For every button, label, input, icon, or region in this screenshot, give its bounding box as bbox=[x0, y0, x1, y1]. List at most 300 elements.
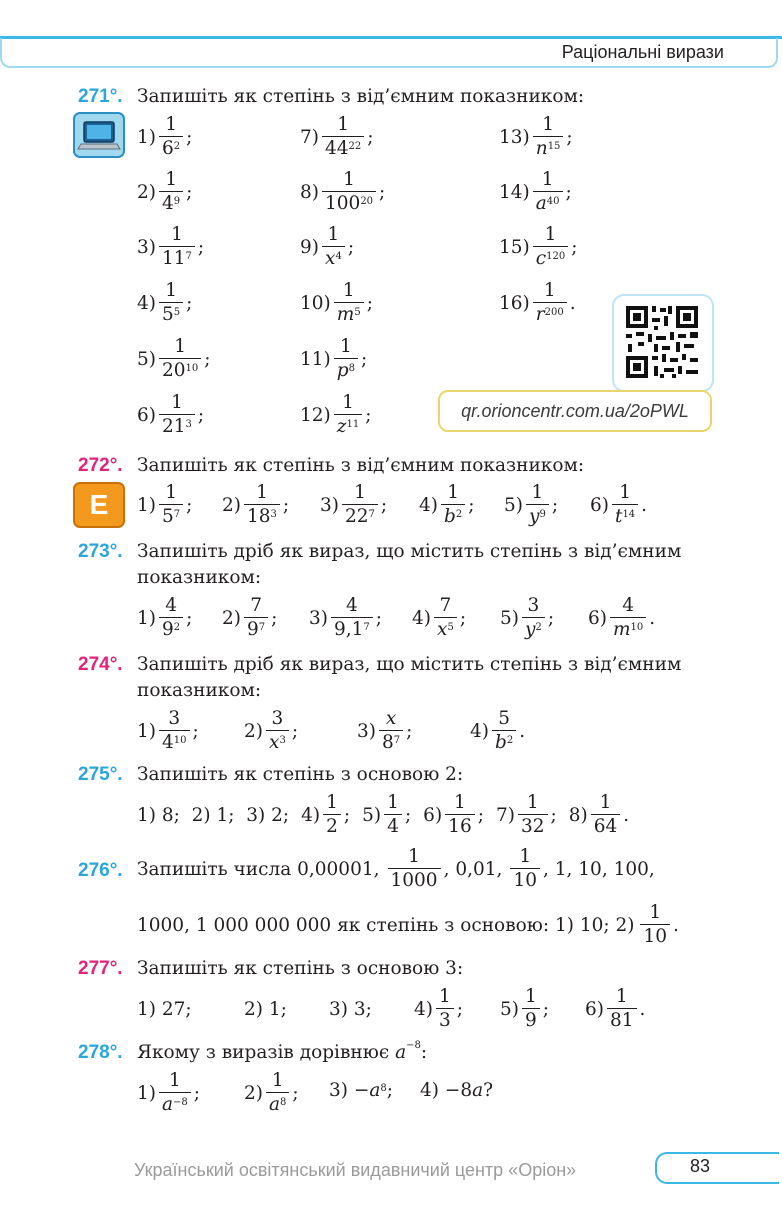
base: 5 bbox=[162, 304, 174, 325]
exercise-number: 272°. bbox=[78, 455, 123, 476]
base: 4 bbox=[162, 732, 174, 753]
numerator: 3 bbox=[527, 595, 540, 616]
denominator: 16 bbox=[445, 814, 475, 839]
exponent: 2 bbox=[173, 622, 181, 633]
item-label: 4) bbox=[419, 495, 438, 516]
ex276-text-line2: 1000, 1 000 000 000 як степінь з основою: 1) 10; 2) bbox=[137, 915, 635, 936]
exponent: 7 bbox=[258, 622, 266, 633]
numerator: 1 bbox=[165, 169, 177, 190]
base: b bbox=[495, 732, 507, 753]
denominator bbox=[441, 504, 465, 529]
denominator bbox=[522, 617, 545, 642]
exponent: 22 bbox=[348, 141, 362, 152]
exercise-item bbox=[412, 595, 466, 642]
item-label: 9) bbox=[300, 237, 319, 258]
exercise-number: 274°. bbox=[78, 654, 123, 675]
fraction bbox=[441, 482, 465, 529]
item-label: 3) bbox=[137, 237, 156, 258]
base: z bbox=[336, 416, 347, 437]
base: 100 bbox=[325, 193, 361, 214]
base: 44 bbox=[325, 138, 349, 159]
base: 22 bbox=[345, 506, 369, 527]
numerator: 1 bbox=[165, 482, 177, 503]
base: 11 bbox=[162, 248, 186, 269]
exercise-item bbox=[137, 280, 192, 327]
denominator bbox=[159, 504, 183, 529]
numerator: 1 bbox=[454, 792, 466, 813]
exercise-item bbox=[244, 708, 298, 755]
exponent: 20 bbox=[360, 196, 374, 207]
fraction bbox=[522, 986, 540, 1033]
exponent: 7 bbox=[368, 509, 375, 520]
numerator: 1 bbox=[542, 114, 554, 135]
denominator bbox=[533, 302, 567, 327]
exponent: 11 bbox=[346, 419, 360, 430]
numerator: 3 bbox=[271, 708, 284, 729]
fraction bbox=[610, 595, 646, 642]
base: c bbox=[535, 248, 547, 269]
punct: ; bbox=[566, 127, 573, 148]
item-label: 3) bbox=[320, 495, 339, 516]
numerator: 1 bbox=[447, 482, 459, 503]
exponent: 10 bbox=[630, 622, 644, 633]
fraction bbox=[244, 595, 268, 642]
denominator bbox=[159, 191, 183, 216]
numerator: 1 bbox=[526, 792, 539, 813]
fraction bbox=[522, 595, 545, 642]
base: x bbox=[437, 619, 448, 640]
punct: ; bbox=[186, 293, 193, 314]
numerator: 1 bbox=[531, 482, 544, 503]
fraction bbox=[436, 986, 454, 1033]
punct: ; bbox=[343, 805, 351, 826]
punct: ; bbox=[292, 1083, 299, 1104]
exercise-item bbox=[499, 114, 573, 161]
punct: ; bbox=[456, 999, 464, 1020]
punct: ; bbox=[375, 608, 383, 629]
item-label: 4) bbox=[137, 293, 156, 314]
fraction bbox=[518, 792, 548, 839]
publisher-footer: Український освітянський видавничий центр «Оріон» bbox=[134, 1160, 577, 1180]
denominator bbox=[266, 730, 289, 755]
exercise-item bbox=[500, 986, 549, 1033]
qr-code-icon bbox=[614, 296, 712, 390]
base: 18 bbox=[247, 506, 271, 527]
exercise-item bbox=[300, 280, 373, 327]
numerator: 1 bbox=[337, 114, 350, 135]
exercise-item bbox=[300, 336, 367, 383]
punct: ; bbox=[477, 805, 484, 826]
denominator bbox=[159, 617, 183, 642]
exercise-text-cont: показником: bbox=[137, 567, 262, 588]
item-label: 3) − bbox=[329, 1080, 370, 1101]
punct: ; bbox=[550, 805, 557, 826]
fraction: $\frac{1}{1000}$ bbox=[388, 846, 441, 893]
fraction bbox=[159, 280, 183, 327]
denominator: 3 bbox=[436, 1008, 454, 1033]
punct: ? bbox=[483, 1080, 494, 1101]
exercise-number: 278°. bbox=[78, 1042, 123, 1063]
base: 8 bbox=[382, 732, 394, 753]
punct: : bbox=[420, 1042, 428, 1063]
exercise-text-cont: показником: bbox=[137, 680, 262, 701]
numerator: 1 bbox=[342, 392, 354, 413]
numerator: 1 bbox=[171, 392, 183, 413]
numerator: 1 bbox=[327, 224, 340, 245]
qr-link[interactable]: qr.orioncentr.com.ua/2oPWL bbox=[438, 390, 712, 432]
ex278-base: a bbox=[395, 1042, 407, 1063]
punct: ; bbox=[291, 721, 299, 742]
item-label: 6) bbox=[585, 999, 604, 1020]
exponent: 2 bbox=[455, 509, 463, 520]
exercise-item bbox=[362, 792, 411, 839]
numerator: 1 bbox=[525, 986, 537, 1007]
exercise-number: 273°. bbox=[78, 541, 123, 562]
item-label: 1) bbox=[137, 127, 156, 148]
exercise-text: Запишіть дріб як вираз, що містить степінь з від’ємним bbox=[137, 541, 682, 562]
ex278-item-4 bbox=[420, 1080, 493, 1101]
base: m bbox=[613, 619, 631, 640]
numerator: 4 bbox=[622, 595, 635, 616]
fraction bbox=[492, 708, 516, 755]
fraction bbox=[322, 114, 364, 161]
base: 4 bbox=[162, 193, 174, 214]
exercise-item bbox=[222, 482, 289, 529]
punct: . bbox=[569, 293, 576, 314]
item-label: 16) bbox=[499, 293, 530, 314]
base: x bbox=[269, 732, 280, 753]
exercise-item bbox=[414, 986, 463, 1033]
item-label: 2) bbox=[244, 1083, 263, 1104]
punct: ; bbox=[186, 182, 193, 203]
exercise-item bbox=[423, 792, 484, 839]
exercise-item bbox=[300, 392, 371, 439]
denominator bbox=[526, 504, 549, 529]
denominator bbox=[334, 358, 358, 383]
fraction bbox=[379, 708, 403, 755]
punct: ; bbox=[186, 127, 193, 148]
base: 6 bbox=[162, 138, 174, 159]
item-label: 7) bbox=[495, 805, 515, 826]
numerator: 5 bbox=[498, 708, 510, 729]
ex275-line bbox=[137, 792, 629, 839]
fraction bbox=[331, 595, 373, 642]
item-label: 4) −8 bbox=[420, 1080, 473, 1101]
fraction bbox=[526, 482, 549, 529]
base: 9 bbox=[247, 619, 259, 640]
numerator: 1 bbox=[541, 169, 554, 190]
punct: . bbox=[673, 915, 679, 936]
denominator bbox=[610, 617, 646, 642]
denominator bbox=[533, 246, 568, 271]
numerator: 1 bbox=[544, 224, 557, 245]
exercise-item bbox=[300, 224, 354, 271]
denominator bbox=[322, 246, 345, 271]
base: n bbox=[535, 138, 548, 159]
numerator: 1 bbox=[343, 169, 355, 190]
exponent: 3 bbox=[270, 509, 277, 520]
exercise-item bbox=[137, 595, 192, 642]
punct: ; bbox=[571, 237, 578, 258]
item-label: 6) bbox=[590, 495, 609, 516]
item-label: 10) bbox=[300, 293, 331, 314]
punct: ; bbox=[547, 608, 555, 629]
e-letter: E bbox=[89, 489, 109, 520]
fraction bbox=[334, 392, 362, 439]
exponent: 7 bbox=[363, 622, 370, 633]
exponent: 5 bbox=[354, 307, 361, 318]
item-label: 1) bbox=[137, 608, 156, 629]
item-label: 2) bbox=[137, 182, 156, 203]
fraction bbox=[159, 336, 201, 383]
punct: ; bbox=[459, 608, 467, 629]
punct: ; bbox=[542, 999, 550, 1020]
exercise-item bbox=[137, 224, 204, 271]
ex278-item-1 bbox=[137, 1070, 200, 1117]
exponent: 200 bbox=[544, 307, 564, 318]
exercise-item bbox=[499, 169, 572, 216]
punct: ; bbox=[404, 805, 412, 826]
exponent: 5 bbox=[173, 307, 181, 318]
ex277-plain-2: 2) 1; bbox=[244, 999, 287, 1020]
item-label: 5) bbox=[500, 608, 519, 629]
ex278-exp: −8 bbox=[406, 1040, 421, 1051]
numerator: 1 bbox=[619, 482, 631, 503]
ex276-text-a: Запишіть числа 0,00001, bbox=[137, 859, 380, 880]
item-label: 5) bbox=[362, 805, 382, 826]
denominator: 2 bbox=[323, 814, 341, 839]
denominator bbox=[159, 730, 190, 755]
exercise-item bbox=[470, 708, 525, 755]
item-label: 1) bbox=[137, 1083, 156, 1104]
denominator: 9 bbox=[522, 1008, 540, 1033]
denominator: 4 bbox=[384, 814, 402, 839]
fraction bbox=[159, 114, 183, 161]
fraction bbox=[159, 595, 183, 642]
exponent: 5 bbox=[447, 622, 454, 633]
numerator: x bbox=[385, 708, 397, 729]
punct: ; bbox=[197, 237, 205, 258]
punct: ; bbox=[380, 495, 388, 516]
item-label: 13) bbox=[499, 127, 530, 148]
punct: ; bbox=[204, 349, 211, 370]
exercise-item bbox=[500, 595, 554, 642]
numerator: 1 bbox=[256, 482, 268, 503]
denominator bbox=[612, 504, 638, 529]
item-label: 4) bbox=[414, 999, 433, 1020]
fraction: $\frac{1}{a^8}$ bbox=[266, 1070, 289, 1117]
item-label: 5) bbox=[500, 999, 519, 1020]
base: a bbox=[535, 193, 547, 214]
punct: ; bbox=[186, 608, 193, 629]
denominator bbox=[322, 136, 364, 161]
fraction bbox=[533, 280, 567, 327]
item-label: 4) bbox=[412, 608, 431, 629]
base: 21 bbox=[162, 416, 186, 437]
exercise-text: Запишіть як степінь з від’ємним показником: bbox=[137, 86, 585, 107]
exercise-item bbox=[357, 708, 412, 755]
var: a bbox=[472, 1080, 484, 1101]
exercise-item bbox=[585, 986, 645, 1033]
item-label: 4) bbox=[470, 721, 489, 742]
exercise-item bbox=[222, 595, 277, 642]
fraction bbox=[159, 708, 190, 755]
item-label: 3) bbox=[309, 608, 328, 629]
exercise-item bbox=[300, 114, 374, 161]
exercise-item bbox=[419, 482, 474, 529]
denominator bbox=[334, 414, 362, 439]
numerator: 1 bbox=[339, 336, 352, 357]
exponent: 10 bbox=[173, 735, 187, 746]
item-label: 4) bbox=[301, 805, 321, 826]
base: 5 bbox=[162, 506, 174, 527]
punct: ; bbox=[192, 721, 199, 742]
denominator bbox=[533, 191, 563, 216]
denominator bbox=[322, 191, 376, 216]
ex276-line1 bbox=[137, 846, 655, 893]
exponent: 40 bbox=[546, 196, 560, 207]
denominator bbox=[434, 617, 457, 642]
var: a bbox=[369, 1080, 381, 1101]
exercise-item bbox=[496, 792, 557, 839]
item-label: 6) bbox=[423, 805, 443, 826]
item-label: 6) bbox=[137, 405, 156, 426]
ex275-plain: 1) 8; 2) 1; 3) 2; bbox=[137, 805, 290, 826]
qr-code-card[interactable] bbox=[614, 296, 712, 390]
punct: ; bbox=[347, 237, 355, 258]
punct: ; bbox=[366, 293, 373, 314]
exp: 8 bbox=[380, 1083, 387, 1094]
exponent: 7 bbox=[393, 735, 401, 746]
exercise-item bbox=[569, 792, 629, 839]
ex278-item-2 bbox=[244, 1070, 299, 1117]
exercise-item bbox=[137, 336, 211, 383]
denominator bbox=[492, 730, 516, 755]
numerator: 1 bbox=[354, 482, 366, 503]
punct: ; bbox=[406, 721, 413, 742]
punct: . bbox=[519, 721, 526, 742]
exercise-number: 275°. bbox=[78, 764, 123, 785]
fraction bbox=[533, 224, 568, 271]
exponent: 4 bbox=[335, 251, 342, 262]
base: 9,1 bbox=[334, 619, 364, 640]
numerator: 1 bbox=[326, 792, 338, 813]
item-label: 6) bbox=[588, 608, 607, 629]
exponent: 2 bbox=[535, 622, 542, 633]
exercise-item bbox=[137, 114, 192, 161]
item-label: 5) bbox=[137, 349, 156, 370]
item-label: 14) bbox=[499, 182, 530, 203]
fraction: $\frac{1}{10}$ bbox=[640, 902, 670, 949]
exercise-item bbox=[301, 792, 350, 839]
exercise-item bbox=[300, 169, 385, 216]
numerator: 1 bbox=[439, 986, 451, 1007]
item-label: 7) bbox=[300, 127, 319, 148]
fraction bbox=[445, 792, 475, 839]
item-label: 2) bbox=[244, 721, 263, 742]
exponent: 9 bbox=[539, 509, 546, 520]
item-label: 12) bbox=[300, 405, 331, 426]
fraction bbox=[591, 792, 621, 839]
item-label: 3) bbox=[357, 721, 376, 742]
fraction bbox=[266, 708, 289, 755]
fraction bbox=[159, 169, 183, 216]
exercise-item bbox=[320, 482, 387, 529]
base: y bbox=[525, 619, 536, 640]
exercise-text bbox=[137, 1042, 427, 1063]
exercise-text: Запишіть як степінь з основою 2: bbox=[137, 764, 464, 785]
punct: ; bbox=[386, 1080, 394, 1101]
numerator: 1 bbox=[342, 280, 355, 301]
exponent: 120 bbox=[546, 251, 566, 262]
ex276-text-c: , 1, 10, 100, bbox=[542, 859, 655, 880]
exercise-item bbox=[588, 595, 655, 642]
exponent: 9 bbox=[173, 196, 181, 207]
punct: ; bbox=[360, 349, 368, 370]
denominator bbox=[159, 246, 195, 271]
numerator: 3 bbox=[168, 708, 181, 729]
section-title: Раціональні вирази bbox=[561, 42, 724, 62]
denominator bbox=[159, 358, 201, 383]
fraction bbox=[334, 280, 364, 327]
exercise-item bbox=[590, 482, 647, 529]
denominator: 32 bbox=[518, 814, 548, 839]
page-number-frame bbox=[655, 1152, 779, 1184]
exercise-text: Запишіть як степінь з основою 3: bbox=[137, 958, 464, 979]
exercise-item bbox=[499, 224, 577, 271]
fraction bbox=[322, 224, 345, 271]
numerator: 1 bbox=[171, 224, 183, 245]
denominator bbox=[159, 302, 183, 327]
numerator: 4 bbox=[346, 595, 358, 616]
computer-icon[interactable] bbox=[73, 112, 125, 158]
punct: ; bbox=[186, 495, 193, 516]
fraction bbox=[244, 482, 280, 529]
ex276-line2 bbox=[137, 902, 679, 949]
electronic-task-icon[interactable] bbox=[73, 482, 125, 528]
denominator bbox=[244, 617, 268, 642]
numerator: 1 bbox=[165, 114, 177, 135]
denominator: 64 bbox=[591, 814, 621, 839]
fraction bbox=[322, 169, 376, 216]
exponent: 15 bbox=[547, 141, 561, 152]
denominator: 81 bbox=[607, 1008, 637, 1033]
exponent: 7 bbox=[185, 251, 192, 262]
fraction: $\frac{1}{a^{-8}}$ bbox=[159, 1070, 191, 1117]
fraction bbox=[159, 224, 195, 271]
punct: ; bbox=[271, 608, 278, 629]
base: 20 bbox=[162, 360, 186, 381]
base: y bbox=[529, 506, 540, 527]
exponent: 10 bbox=[185, 363, 199, 374]
fraction bbox=[607, 986, 637, 1033]
exponent: 14 bbox=[622, 509, 636, 520]
item-label: 2) bbox=[222, 608, 241, 629]
denominator bbox=[379, 730, 403, 755]
base: x bbox=[325, 248, 336, 269]
ex277-plain-1: 1) 27; bbox=[137, 999, 192, 1020]
page-number: 83 bbox=[690, 1156, 711, 1176]
exercise-item bbox=[504, 482, 558, 529]
ex278-question: Якому з виразів дорівнює bbox=[137, 1042, 390, 1063]
numerator: 1 bbox=[165, 280, 177, 301]
punct: ; bbox=[282, 495, 290, 516]
exponent: 3 bbox=[185, 419, 192, 430]
punct: ; bbox=[193, 1083, 201, 1104]
punct: ; bbox=[197, 405, 205, 426]
numerator: 1 bbox=[543, 280, 556, 301]
base: m bbox=[336, 304, 355, 325]
